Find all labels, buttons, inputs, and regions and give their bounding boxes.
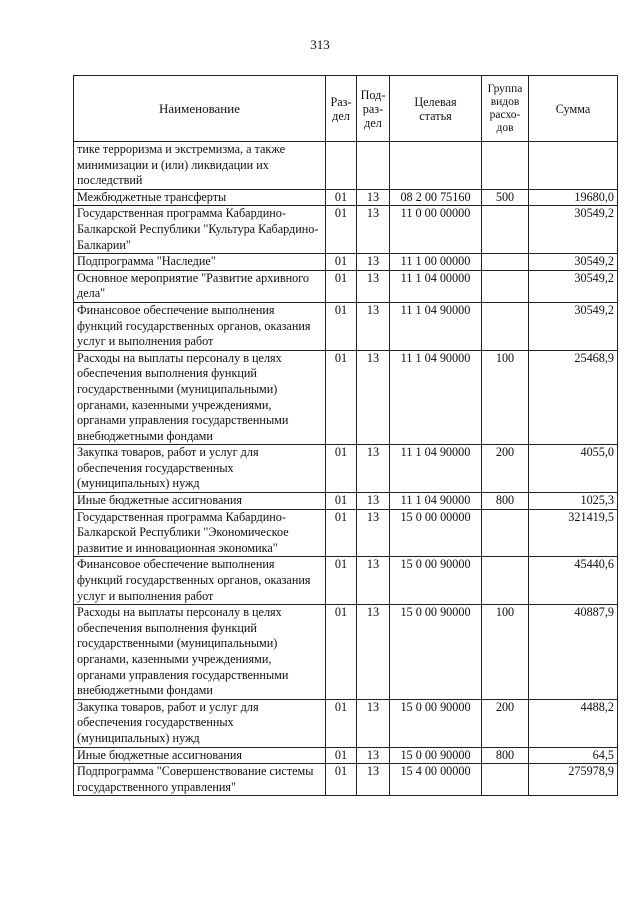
cell-subsection: 13 <box>357 605 390 700</box>
cell-section: 01 <box>326 764 357 796</box>
cell-name: Закупка товаров, работ и услуг для обеспечения государственных (муниципальных) нужд <box>74 445 326 493</box>
cell-sum: 1025,3 <box>529 493 618 510</box>
cell-section: 01 <box>326 350 357 445</box>
cell-subsection: 13 <box>357 509 390 557</box>
cell-section: 01 <box>326 605 357 700</box>
cell-target-item: 11 1 04 90000 <box>390 445 482 493</box>
cell-target-item: 15 0 00 90000 <box>390 605 482 700</box>
cell-expense-group <box>482 270 529 302</box>
cell-subsection: 13 <box>357 206 390 254</box>
cell-sum: 275978,9 <box>529 764 618 796</box>
cell-expense-group <box>482 764 529 796</box>
cell-sum: 30549,2 <box>529 270 618 302</box>
cell-name: Финансовое обеспечение выполнения функций государственных органов, оказания услуг и выполнения работ <box>74 557 326 605</box>
cell-sum: 45440,6 <box>529 557 618 605</box>
cell-target-item: 15 0 00 90000 <box>390 747 482 764</box>
cell-section: 01 <box>326 509 357 557</box>
cell-sum: 4488,2 <box>529 699 618 747</box>
cell-name: Государственная программа Кабардино-Балкарской Республики "Культура Кабардино-Балкарии" <box>74 206 326 254</box>
cell-sum <box>529 142 618 190</box>
cell-section: 01 <box>326 445 357 493</box>
table-row <box>74 445 618 493</box>
cell-name: Межбюджетные трансферты <box>74 189 326 206</box>
cell-sum: 4055,0 <box>529 445 618 493</box>
cell-section: 01 <box>326 557 357 605</box>
table-row <box>74 142 618 190</box>
table-row <box>74 493 618 510</box>
cell-expense-group <box>482 254 529 271</box>
cell-target-item: 15 0 00 90000 <box>390 557 482 605</box>
cell-sum: 321419,5 <box>529 509 618 557</box>
table-row <box>74 747 618 764</box>
cell-expense-group: 800 <box>482 747 529 764</box>
cell-name: Государственная программа Кабардино-Балкарской Республики "Экономическое развитие и инновационная экономика" <box>74 509 326 557</box>
cell-subsection: 13 <box>357 189 390 206</box>
cell-target-item: 11 1 04 90000 <box>390 493 482 510</box>
cell-subsection: 13 <box>357 557 390 605</box>
cell-name: Финансовое обеспечение выполнения функций государственных органов, оказания услуг и выполнения работ <box>74 302 326 350</box>
table-row <box>74 350 618 445</box>
cell-subsection: 13 <box>357 493 390 510</box>
header-expense-group: Группа видов расхо- дов <box>482 76 529 142</box>
cell-expense-group: 100 <box>482 605 529 700</box>
cell-name: Основное мероприятие "Развитие архивного дела" <box>74 270 326 302</box>
cell-target-item: 11 1 00 00000 <box>390 254 482 271</box>
cell-section: 01 <box>326 189 357 206</box>
cell-expense-group: 500 <box>482 189 529 206</box>
cell-expense-group <box>482 142 529 190</box>
cell-section: 01 <box>326 270 357 302</box>
header-subsection: Под- раз- дел <box>357 76 390 142</box>
cell-sum: 19680,0 <box>529 189 618 206</box>
cell-section: 01 <box>326 493 357 510</box>
cell-target-item <box>390 142 482 190</box>
cell-sum: 64,5 <box>529 747 618 764</box>
cell-sum: 30549,2 <box>529 206 618 254</box>
cell-subsection <box>357 142 390 190</box>
cell-section: 01 <box>326 699 357 747</box>
cell-subsection: 13 <box>357 445 390 493</box>
table-row <box>74 302 618 350</box>
cell-expense-group <box>482 509 529 557</box>
cell-target-item: 11 1 04 90000 <box>390 302 482 350</box>
cell-section: 01 <box>326 206 357 254</box>
table-row <box>74 254 618 271</box>
header-name: Наименование <box>74 76 326 142</box>
cell-target-item: 08 2 00 75160 <box>390 189 482 206</box>
cell-expense-group <box>482 302 529 350</box>
table-row <box>74 764 618 796</box>
cell-name: Расходы на выплаты персоналу в целях обеспечения выполнения функций государственными (муниципальными) органами, казенными учреждениями, органами управления государственными внебюджетными фондами <box>74 350 326 445</box>
cell-target-item: 11 0 00 00000 <box>390 206 482 254</box>
cell-target-item: 15 0 00 00000 <box>390 509 482 557</box>
header-section: Раз- дел <box>326 76 357 142</box>
cell-expense-group: 200 <box>482 445 529 493</box>
cell-target-item: 15 0 00 90000 <box>390 699 482 747</box>
cell-expense-group: 200 <box>482 699 529 747</box>
cell-subsection: 13 <box>357 270 390 302</box>
cell-section: 01 <box>326 302 357 350</box>
cell-sum: 30549,2 <box>529 254 618 271</box>
cell-target-item: 11 1 04 90000 <box>390 350 482 445</box>
cell-sum: 25468,9 <box>529 350 618 445</box>
table-row <box>74 206 618 254</box>
cell-section <box>326 142 357 190</box>
table-row <box>74 189 618 206</box>
cell-expense-group: 100 <box>482 350 529 445</box>
header-target-item: Целевая статья <box>390 76 482 142</box>
cell-name: Закупка товаров, работ и услуг для обеспечения государственных (муниципальных) нужд <box>74 699 326 747</box>
table-row <box>74 270 618 302</box>
cell-name: Подпрограмма "Совершенствование системы государственного управления" <box>74 764 326 796</box>
cell-subsection: 13 <box>357 254 390 271</box>
cell-name: Иные бюджетные ассигнования <box>74 747 326 764</box>
cell-expense-group <box>482 557 529 605</box>
table-row <box>74 605 618 700</box>
cell-subsection: 13 <box>357 764 390 796</box>
header-sum: Сумма <box>529 76 618 142</box>
cell-name: тике терроризма и экстремизма, а также минимизации и (или) ликвидации их последствий <box>74 142 326 190</box>
cell-section: 01 <box>326 747 357 764</box>
cell-section: 01 <box>326 254 357 271</box>
table-row <box>74 509 618 557</box>
cell-sum: 40887,9 <box>529 605 618 700</box>
table-row <box>74 699 618 747</box>
page-number: 313 <box>310 37 330 52</box>
cell-target-item: 11 1 04 00000 <box>390 270 482 302</box>
cell-expense-group <box>482 206 529 254</box>
table-row <box>74 557 618 605</box>
cell-name: Подпрограмма "Наследие" <box>74 254 326 271</box>
cell-subsection: 13 <box>357 747 390 764</box>
cell-name: Иные бюджетные ассигнования <box>74 493 326 510</box>
cell-subsection: 13 <box>357 699 390 747</box>
cell-sum: 30549,2 <box>529 302 618 350</box>
cell-name: Расходы на выплаты персоналу в целях обеспечения выполнения функций государственными (муниципальными) органами, казенными учреждениями, органами управления государственными внебюджетными фондами <box>74 605 326 700</box>
cell-expense-group: 800 <box>482 493 529 510</box>
cell-target-item: 15 4 00 00000 <box>390 764 482 796</box>
cell-subsection: 13 <box>357 350 390 445</box>
budget-table <box>73 75 618 796</box>
cell-subsection: 13 <box>357 302 390 350</box>
